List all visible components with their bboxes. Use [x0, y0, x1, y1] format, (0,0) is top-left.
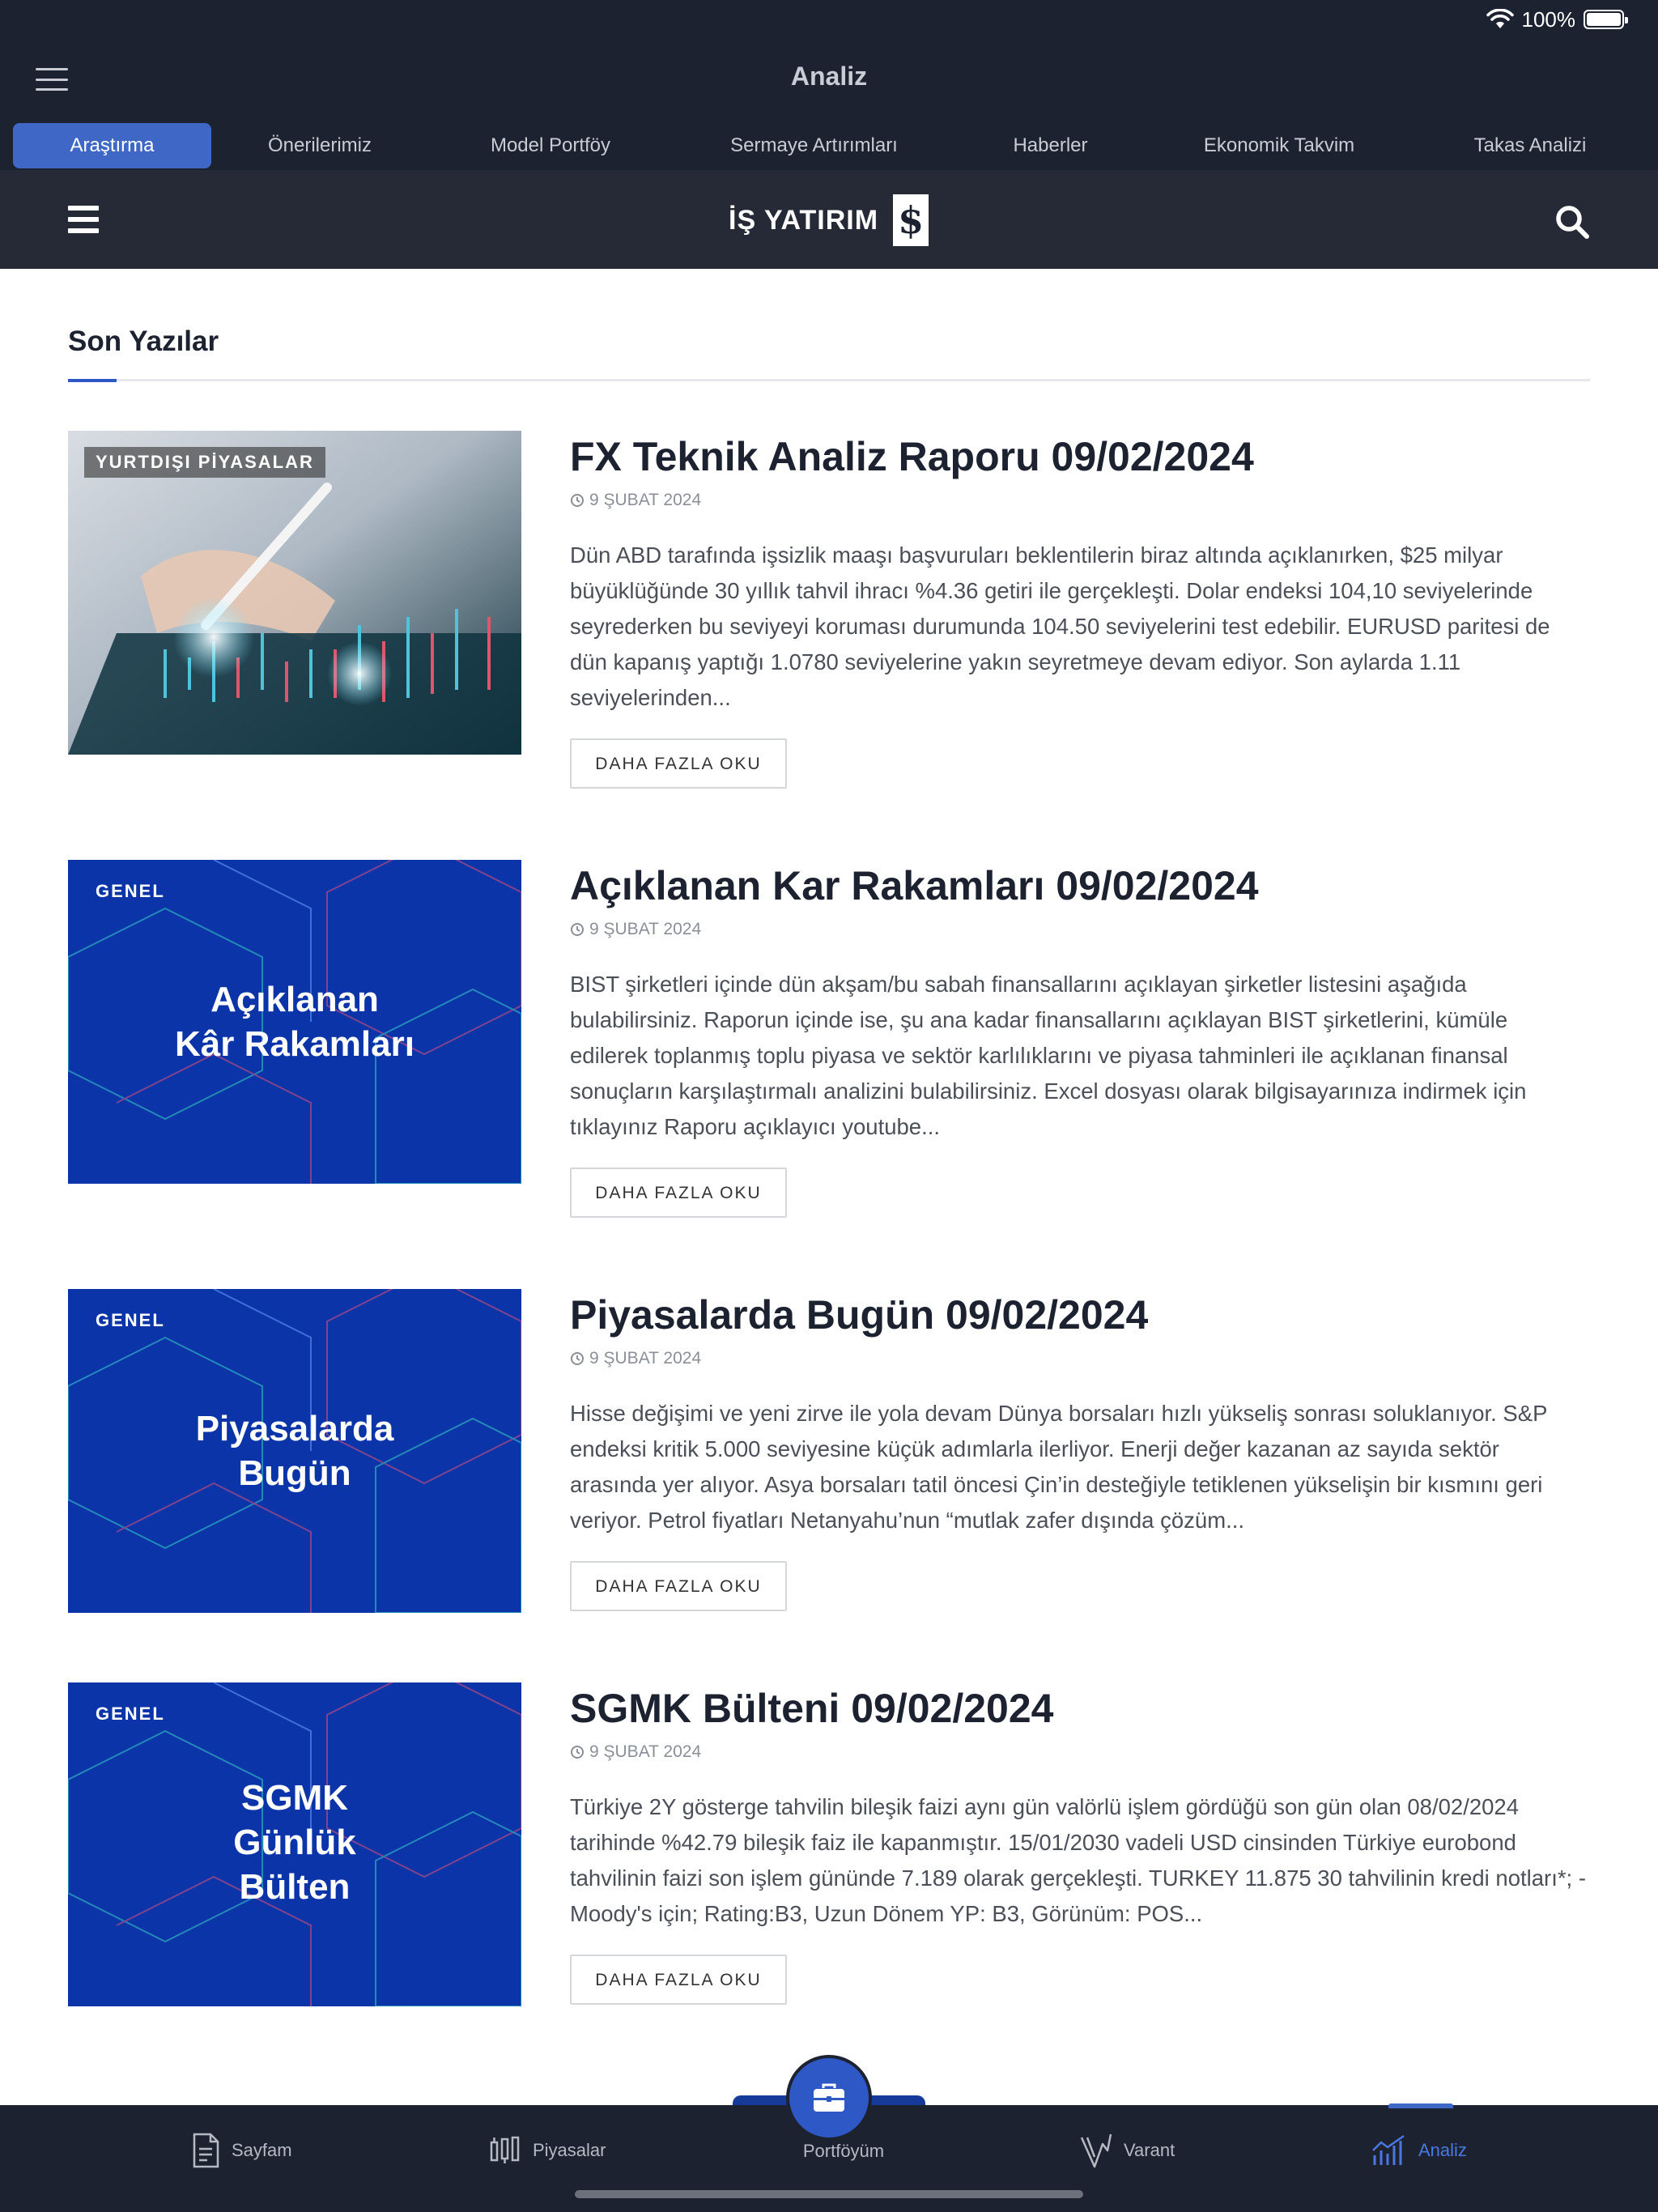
- nav-piyasalar[interactable]: [489, 2128, 606, 2173]
- battery-percent: 100%: [1521, 6, 1575, 32]
- tab-onerilerimiz[interactable]: Önerilerimiz: [267, 134, 372, 156]
- post-excerpt: Türkiye 2Y gösterge tahvilin bileşik faizi aynı gün valörlü işlem gördüğü son gün olan 08/02/2024 tarihinde %42.79 bileşik faiz ile kapanmıştır. 15/01/2030 vadeli USD cinsinden Türkiye eurobond tahvilinin faizi son işlem gününde 7.189 olarak gerçekleşti. TURKEY 11.875 30 tahvilinin kredi notları*; -Moody's için; Rating:B3, Uzun Dönem YP: B3, Görünüm: POS...: [570, 1794, 1586, 1926]
- nav-varant[interactable]: [1080, 2128, 1175, 2173]
- logo-text: İŞ YATIRIM: [729, 204, 879, 236]
- clock-icon: [570, 493, 585, 508]
- tab-takas-analizi[interactable]: Takas Analizi: [1473, 134, 1587, 156]
- section-divider-accent: [68, 379, 117, 382]
- section-header: [68, 325, 1590, 358]
- post-thumbnail[interactable]: [68, 431, 521, 755]
- nav-analiz[interactable]: [1371, 2128, 1467, 2173]
- tab-sermaye-artirimlari[interactable]: Sermaye Artırımları: [730, 134, 898, 156]
- thumbnail-caption: SGMK Günlük Bülten: [233, 1778, 356, 1907]
- post-thumbnail[interactable]: [68, 1289, 521, 1613]
- home-indicator[interactable]: [575, 2190, 1083, 2198]
- category-tabs: [0, 120, 1658, 170]
- read-more-button[interactable]: DAHA FAZLA OKU: [570, 1955, 787, 2005]
- read-more-button[interactable]: DAHA FAZLA OKU: [570, 738, 787, 789]
- post-date-text: 9 ŞUBAT 2024: [589, 1742, 702, 1761]
- post-body: [570, 1682, 1590, 2005]
- nav-label: Varant: [1124, 2140, 1175, 2160]
- post-date: [570, 920, 1590, 939]
- category-tag[interactable]: GENEL: [96, 1704, 165, 1724]
- post-title[interactable]: Piyasalarda Bugün 09/02/2024: [570, 1292, 1149, 1338]
- post-body: [570, 431, 1590, 789]
- post-excerpt: Hisse değişimi ve yeni zirve ile yola devam Dünya borsaları hızlı yükseliş sonrası soluklanıyor. S&P endeksi kritik 5.000 seviyesine küçük adımlarla ilerliyor. Enerji değer kazanan az sayıda sektör arasında yer alıyor. Asya borsaları tatil öncesi Çin’in desteğiyle tetiklenen yükselişin bir kısmını geri veriyor. Petrol fiyatları Netanyahu’nun “mutlak zafer dışında çözüm...: [570, 1401, 1547, 1533]
- category-tag[interactable]: GENEL: [96, 881, 165, 901]
- portfolio-fab[interactable]: [789, 2058, 869, 2138]
- post-body: [570, 1289, 1590, 1611]
- bar-chart-icon: [1371, 2134, 1407, 2167]
- thumbnail-caption: Açıklanan Kâr Rakamları: [175, 980, 414, 1064]
- category-tag[interactable]: YURTDIŞI PİYASALAR: [84, 447, 325, 478]
- post-title[interactable]: Açıklanan Kar Rakamları 09/02/2024: [570, 863, 1259, 908]
- logo-mark: $: [893, 194, 929, 246]
- post-excerpt: BIST şirketleri içinde dün akşam/bu sabah finansallarını açıklayan şirketler listesini aşağıda bulabilirsiniz. Raporun içinde ise, şu ana kadar finansallarını açıklayan BIST şirketlerini, kümüle edilerek toplanmış toplu piyasa ve sektör karlılıklarını ve piyasa tahminleri ile açıklanan finansal sonuçların karşılaştırmalı analizini bulabilirsiniz. Excel dosyası olarak bilgisayarınıza indirmek için tıklayınız Raporu açıklayıcı youtube...: [570, 972, 1527, 1139]
- section-title: Son Yazılar: [68, 325, 219, 357]
- post-thumbnail[interactable]: [68, 860, 521, 1184]
- category-tag[interactable]: GENEL: [96, 1310, 165, 1330]
- site-header: [0, 170, 1658, 269]
- briefcase-icon: [811, 2082, 847, 2114]
- clock-icon: [570, 922, 585, 937]
- clock-icon: [570, 1351, 585, 1366]
- battery-icon: [1584, 10, 1624, 29]
- read-more-button[interactable]: DAHA FAZLA OKU: [570, 1168, 787, 1218]
- thumbnail-caption: Piyasalarda Bugün: [195, 1409, 394, 1493]
- post-date: [570, 1349, 1590, 1368]
- candlestick-icon: [489, 2134, 521, 2167]
- post-excerpt: Dün ABD tarafında işsizlik maaşı başvuruları beklentilerin biraz altında açıklanırken, $25 milyar büyüklüğünde 30 yıllık tahvil ihracı %4.36 getiri ile gerçekleşti. Dolar endeksi 104,10 seviyelerinde seyrederken bu seviyeyi koruması durumunda 104.50 seviyelerini test edebilir. EURUSD paritesi de dün kapanış yaptığı 1.0780 seviyelerine yakın seyretmeye devam ediyor. Son aylarda 1.11 seviyelerinden...: [570, 542, 1550, 710]
- post-date: [570, 1742, 1590, 1762]
- varant-icon: [1080, 2133, 1112, 2168]
- clock-icon: [570, 1745, 585, 1759]
- status-bar: [0, 0, 1658, 39]
- post-date-text: 9 ŞUBAT 2024: [589, 920, 702, 938]
- tab-haberler[interactable]: Haberler: [1013, 134, 1088, 156]
- search-icon[interactable]: [1554, 204, 1590, 240]
- site-menu-icon[interactable]: [68, 206, 99, 233]
- post-body: [570, 860, 1590, 1218]
- site-logo[interactable]: [729, 194, 929, 246]
- post-date-text: 9 ŞUBAT 2024: [589, 1349, 702, 1368]
- nav-label: Analiz: [1418, 2140, 1467, 2160]
- tab-arastirma[interactable]: Araştırma: [13, 123, 211, 168]
- post-date-text: 9 ŞUBAT 2024: [589, 491, 702, 509]
- nav-portfoyum[interactable]: Portföyüm: [802, 2141, 885, 2161]
- post-title[interactable]: SGMK Bülteni 09/02/2024: [570, 1686, 1054, 1731]
- post-thumbnail[interactable]: [68, 1682, 521, 2006]
- document-icon: [191, 2133, 220, 2168]
- read-more-button[interactable]: DAHA FAZLA OKU: [570, 1561, 787, 1611]
- nav-sayfam[interactable]: [191, 2128, 292, 2173]
- nav-label: Sayfam: [232, 2140, 292, 2160]
- wifi-icon: [1486, 9, 1514, 30]
- page-title: Analiz: [790, 62, 868, 91]
- post-title[interactable]: FX Teknik Analiz Raporu 09/02/2024: [570, 434, 1254, 479]
- status-indicators: [1486, 6, 1625, 32]
- tab-model-portfoy[interactable]: Model Portföy: [490, 134, 611, 156]
- app-header: [0, 39, 1658, 120]
- post-date: [570, 491, 1590, 510]
- active-tab-indicator: [1388, 2104, 1453, 2108]
- section-divider: [68, 379, 1590, 381]
- nav-label: Piyasalar: [533, 2140, 606, 2160]
- tab-ekonomik-takvim[interactable]: Ekonomik Takvim: [1203, 134, 1355, 156]
